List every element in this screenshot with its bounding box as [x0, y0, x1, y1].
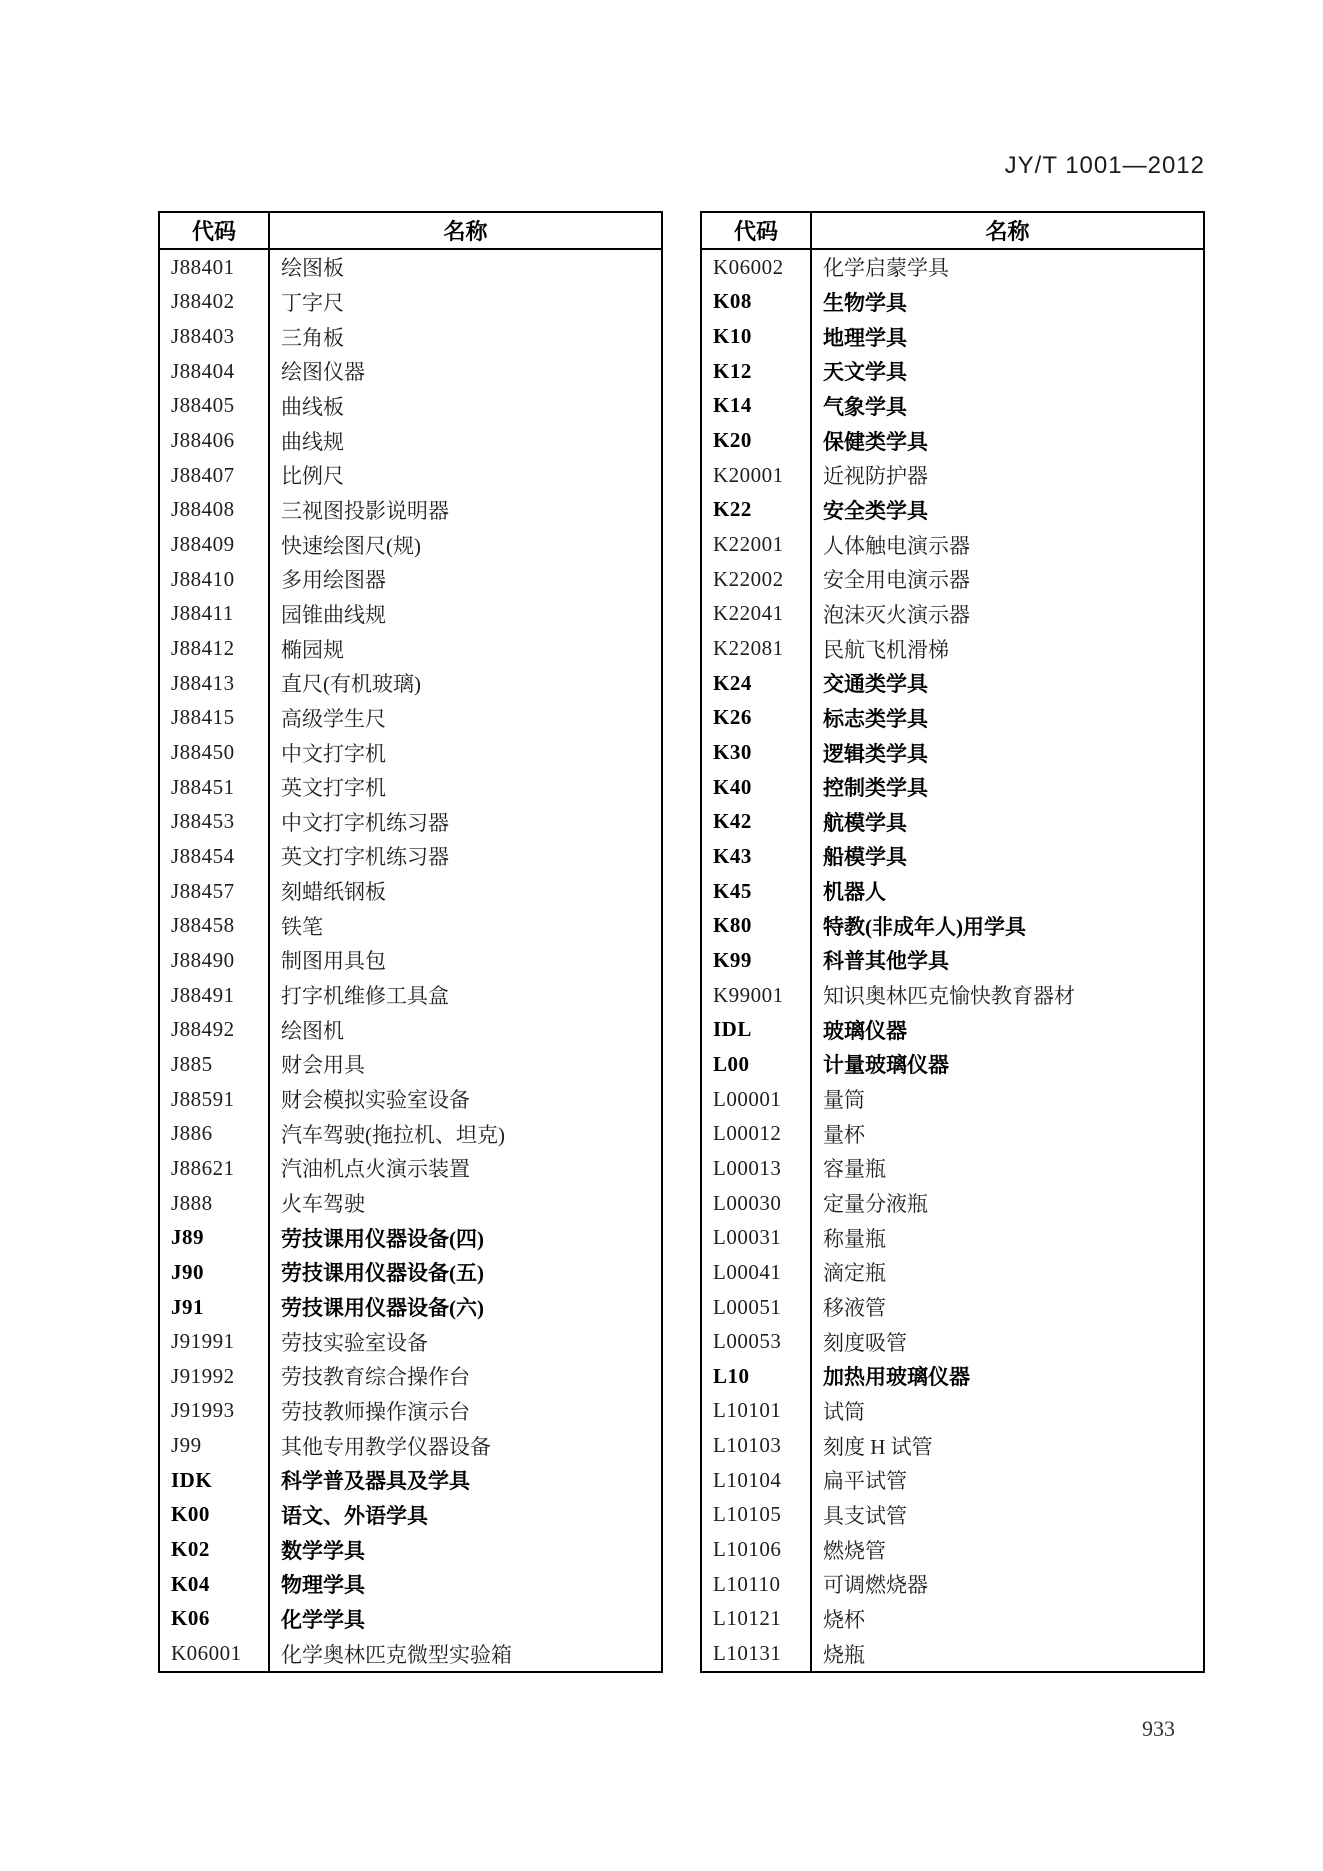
- table-row: [702, 1428, 1203, 1463]
- row-name: 刻度吸管: [823, 1330, 907, 1355]
- row-name: 可调燃烧器: [823, 1573, 928, 1598]
- table-row: [160, 1116, 661, 1151]
- table-row: [160, 285, 661, 320]
- table-row: [702, 978, 1203, 1013]
- row-name: 绘图机: [281, 1018, 344, 1043]
- row-code: L10131: [702, 1636, 812, 1671]
- table-row: [702, 1220, 1203, 1255]
- table-row: [160, 874, 661, 909]
- table-row: [702, 631, 1203, 666]
- column-header-code: 代码: [702, 213, 812, 248]
- row-code: K40: [702, 770, 812, 805]
- row-name: 打字机维修工具盒: [281, 984, 449, 1009]
- row-code: J88410: [160, 562, 270, 597]
- table-row: [702, 908, 1203, 943]
- row-name: 控制类学具: [823, 776, 928, 801]
- table-header-row: [702, 213, 1203, 250]
- table-row: [160, 389, 661, 424]
- row-code: K99001: [702, 978, 812, 1013]
- row-name: 船模学具: [823, 845, 907, 870]
- code-table-right: [700, 211, 1205, 1673]
- row-code: K20: [702, 423, 812, 458]
- table-row: [702, 1636, 1203, 1671]
- row-code: J88402: [160, 285, 270, 320]
- row-code: L00013: [702, 1151, 812, 1186]
- row-name: 绘图仪器: [281, 360, 365, 385]
- row-name: 劳技课用仪器设备(五): [281, 1261, 484, 1286]
- row-code: IDL: [702, 1012, 812, 1047]
- row-code: J88406: [160, 423, 270, 458]
- table-row: [160, 805, 661, 840]
- table-row: [702, 1290, 1203, 1325]
- row-name: 近视防护器: [823, 464, 928, 489]
- row-code: J89: [160, 1220, 270, 1255]
- table-row: [702, 1463, 1203, 1498]
- table-row: [160, 1255, 661, 1290]
- row-name: 劳技课用仪器设备(四): [281, 1226, 484, 1251]
- row-name: 语文、外语学具: [281, 1503, 428, 1528]
- row-code: K22081: [702, 631, 812, 666]
- row-code: J88413: [160, 666, 270, 701]
- row-code: K10: [702, 319, 812, 354]
- row-code: L00: [702, 1047, 812, 1082]
- row-code: J885: [160, 1047, 270, 1082]
- table-row: [160, 1220, 661, 1255]
- table-row: [702, 805, 1203, 840]
- table-row: [702, 1359, 1203, 1394]
- row-code: L10121: [702, 1602, 812, 1637]
- row-name: 劳技教师操作演示台: [281, 1399, 470, 1424]
- row-code: L00001: [702, 1082, 812, 1117]
- row-code: J91: [160, 1290, 270, 1325]
- table-row: [702, 354, 1203, 389]
- table-row: [160, 770, 661, 805]
- table-row: [160, 1082, 661, 1117]
- row-code: J88591: [160, 1082, 270, 1117]
- row-code: L10110: [702, 1567, 812, 1602]
- row-name: 机器人: [823, 880, 886, 905]
- row-code: K06: [160, 1602, 270, 1637]
- row-name: 量杯: [823, 1122, 865, 1147]
- row-name: 试筒: [823, 1399, 865, 1424]
- row-code: J88407: [160, 458, 270, 493]
- table-row: [160, 1602, 661, 1637]
- row-name: 航模学具: [823, 810, 907, 835]
- row-name: 科学普及器具及学具: [281, 1469, 470, 1494]
- row-code: J99: [160, 1428, 270, 1463]
- row-code: L00012: [702, 1116, 812, 1151]
- table-row: [702, 666, 1203, 701]
- row-code: J88411: [160, 597, 270, 632]
- row-name: 刻度 H 试管: [823, 1434, 933, 1459]
- table-row: [702, 1082, 1203, 1117]
- table-row: [160, 631, 661, 666]
- table-row: [160, 1532, 661, 1567]
- row-code: IDK: [160, 1463, 270, 1498]
- table-row: [702, 250, 1203, 285]
- table-row: [160, 319, 661, 354]
- table-row: [702, 1532, 1203, 1567]
- row-code: J88415: [160, 701, 270, 736]
- table-row: [702, 1151, 1203, 1186]
- table-row: [160, 908, 661, 943]
- table-row: [702, 735, 1203, 770]
- table-row: [702, 1567, 1203, 1602]
- row-name: 称量瓶: [823, 1226, 886, 1251]
- row-code: J91992: [160, 1359, 270, 1394]
- row-name: 多用绘图器: [281, 568, 386, 593]
- table-row: [160, 493, 661, 528]
- row-name: 保健类学具: [823, 429, 928, 454]
- table-row: [702, 943, 1203, 978]
- table-row: [702, 1047, 1203, 1082]
- row-code: J88401: [160, 250, 270, 285]
- table-row: [160, 250, 661, 285]
- table-row: [160, 1047, 661, 1082]
- row-code: K08: [702, 285, 812, 320]
- table-row: [702, 423, 1203, 458]
- table-row: [702, 1498, 1203, 1533]
- table-row: [702, 597, 1203, 632]
- table-row: [160, 1636, 661, 1671]
- table-row: [160, 1567, 661, 1602]
- row-code: K20001: [702, 458, 812, 493]
- table-row: [702, 1324, 1203, 1359]
- row-name: 泡沫灭火演示器: [823, 602, 970, 627]
- row-name: 中文打字机练习器: [281, 810, 449, 835]
- table-row: [702, 1186, 1203, 1221]
- row-name: 滴定瓶: [823, 1261, 886, 1286]
- row-code: J88450: [160, 735, 270, 770]
- row-name: 直尺(有机玻璃): [281, 672, 421, 697]
- column-header-name: 名称: [443, 219, 488, 244]
- row-name: 烧杯: [823, 1607, 865, 1632]
- table-row: [160, 1428, 661, 1463]
- table-row: [160, 527, 661, 562]
- row-code: K80: [702, 908, 812, 943]
- row-code: J91991: [160, 1324, 270, 1359]
- row-code: J88458: [160, 908, 270, 943]
- row-code: K42: [702, 805, 812, 840]
- row-name: 铁笔: [281, 914, 323, 939]
- row-name: 三视图投影说明器: [281, 498, 449, 523]
- table-row: [160, 1498, 661, 1533]
- row-code: K22: [702, 493, 812, 528]
- row-name: 气象学具: [823, 394, 907, 419]
- table-row: [702, 1255, 1203, 1290]
- row-code: J886: [160, 1116, 270, 1151]
- table-row: [702, 285, 1203, 320]
- row-code: K26: [702, 701, 812, 736]
- row-name: 生物学具: [823, 290, 907, 315]
- table-row: [702, 562, 1203, 597]
- table-row: [160, 701, 661, 736]
- row-code: K04: [160, 1567, 270, 1602]
- row-code: K14: [702, 389, 812, 424]
- row-name: 扁平试管: [823, 1469, 907, 1494]
- row-name: 物理学具: [281, 1573, 365, 1598]
- document-number: JY/T 1001—2012: [1004, 152, 1205, 179]
- table-row: [702, 1602, 1203, 1637]
- table-row: [160, 839, 661, 874]
- row-code: J888: [160, 1186, 270, 1221]
- row-name: 丁字尺: [281, 290, 344, 315]
- row-name: 火车驾驶: [281, 1192, 365, 1217]
- table-row: [702, 874, 1203, 909]
- row-code: K99: [702, 943, 812, 978]
- row-name: 安全用电演示器: [823, 568, 970, 593]
- row-code: K06002: [702, 250, 812, 285]
- row-code: K45: [702, 874, 812, 909]
- row-name: 天文学具: [823, 360, 907, 385]
- row-name: 燃烧管: [823, 1538, 886, 1563]
- table-row: [160, 458, 661, 493]
- row-code: K22002: [702, 562, 812, 597]
- table-row: [160, 943, 661, 978]
- row-name: 知识奥林匹克愉快教育器材: [823, 984, 1075, 1009]
- row-code: J88404: [160, 354, 270, 389]
- table-row: [160, 354, 661, 389]
- row-code: K00: [160, 1498, 270, 1533]
- row-name: 快速绘图尺(规): [281, 533, 421, 558]
- row-name: 量筒: [823, 1088, 865, 1113]
- table-row: [160, 562, 661, 597]
- table-row: [702, 1116, 1203, 1151]
- table-row: [160, 666, 661, 701]
- row-name: 化学启蒙学具: [823, 256, 949, 281]
- row-code: L10106: [702, 1532, 812, 1567]
- row-code: K22041: [702, 597, 812, 632]
- row-code: L00053: [702, 1324, 812, 1359]
- row-name: 人体触电演示器: [823, 533, 970, 558]
- row-name: 其他专用教学仪器设备: [281, 1434, 491, 1459]
- row-name: 椭园规: [281, 637, 344, 662]
- table-row: [160, 1359, 661, 1394]
- row-name: 玻璃仪器: [823, 1018, 907, 1043]
- row-code: L10103: [702, 1428, 812, 1463]
- row-name: 交通类学具: [823, 672, 928, 697]
- row-code: J88403: [160, 319, 270, 354]
- row-code: J88492: [160, 1012, 270, 1047]
- row-code: L10104: [702, 1463, 812, 1498]
- row-name: 安全类学具: [823, 498, 928, 523]
- row-code: L00041: [702, 1255, 812, 1290]
- row-code: K43: [702, 839, 812, 874]
- row-name: 逻辑类学具: [823, 741, 928, 766]
- row-name: 比例尺: [281, 464, 344, 489]
- table-row: [702, 839, 1203, 874]
- row-name: 三角板: [281, 325, 344, 350]
- row-name: 劳技课用仪器设备(六): [281, 1296, 484, 1321]
- row-code: J88409: [160, 527, 270, 562]
- row-name: 移液管: [823, 1296, 886, 1321]
- row-code: J88621: [160, 1151, 270, 1186]
- row-code: K22001: [702, 527, 812, 562]
- row-code: J88453: [160, 805, 270, 840]
- row-name: 汽车驾驶(拖拉机、坦克): [281, 1122, 505, 1147]
- row-name: 特教(非成年人)用学具: [823, 914, 1026, 939]
- row-name: 民航飞机滑梯: [823, 637, 949, 662]
- table-row: [160, 1290, 661, 1325]
- row-code: J88457: [160, 874, 270, 909]
- table-body: [702, 250, 1203, 1671]
- table-row: [702, 1012, 1203, 1047]
- row-name: 高级学生尺: [281, 706, 386, 731]
- column-header-name: 名称: [985, 219, 1030, 244]
- row-name: 劳技实验室设备: [281, 1330, 428, 1355]
- table-row: [160, 1394, 661, 1429]
- row-code: J88454: [160, 839, 270, 874]
- row-name: 数学学具: [281, 1538, 365, 1563]
- table-row: [160, 597, 661, 632]
- table-row: [160, 1463, 661, 1498]
- table-row: [702, 458, 1203, 493]
- row-name: 标志类学具: [823, 706, 928, 731]
- row-name: 曲线板: [281, 394, 344, 419]
- row-name: 计量玻璃仪器: [823, 1053, 949, 1078]
- row-name: 财会模拟实验室设备: [281, 1088, 470, 1113]
- row-name: 绘图板: [281, 256, 344, 281]
- table-header-row: [160, 213, 661, 250]
- row-code: L00031: [702, 1220, 812, 1255]
- table-row: [160, 978, 661, 1013]
- row-name: 英文打字机: [281, 776, 386, 801]
- page-number: 933: [1142, 1716, 1175, 1741]
- row-code: K02: [160, 1532, 270, 1567]
- table-row: [160, 1012, 661, 1047]
- column-header-code: 代码: [160, 213, 270, 248]
- row-code: K12: [702, 354, 812, 389]
- row-name: 曲线规: [281, 429, 344, 454]
- row-code: J88412: [160, 631, 270, 666]
- row-code: K06001: [160, 1636, 270, 1671]
- row-code: L00051: [702, 1290, 812, 1325]
- row-name: 劳技教育综合操作台: [281, 1365, 470, 1390]
- row-name: 地理学具: [823, 325, 907, 350]
- table-row: [160, 1324, 661, 1359]
- row-code: J88408: [160, 493, 270, 528]
- row-name: 化学学具: [281, 1607, 365, 1632]
- table-row: [160, 423, 661, 458]
- row-name: 汽油机点火演示装置: [281, 1157, 470, 1182]
- row-name: 中文打字机: [281, 741, 386, 766]
- row-name: 园锥曲线规: [281, 602, 386, 627]
- row-code: J90: [160, 1255, 270, 1290]
- row-code: L10105: [702, 1498, 812, 1533]
- table-row: [702, 493, 1203, 528]
- row-code: L10101: [702, 1394, 812, 1429]
- row-code: J88451: [160, 770, 270, 805]
- table-row: [160, 1151, 661, 1186]
- row-name: 定量分液瓶: [823, 1192, 928, 1217]
- row-code: J88490: [160, 943, 270, 978]
- code-table-left: [158, 211, 663, 1673]
- row-name: 英文打字机练习器: [281, 845, 449, 870]
- row-name: 刻蜡纸钢板: [281, 880, 386, 905]
- row-name: 容量瓶: [823, 1157, 886, 1182]
- table-body: [160, 250, 661, 1671]
- table-row: [702, 701, 1203, 736]
- row-name: 烧瓶: [823, 1642, 865, 1667]
- row-name: 具支试管: [823, 1503, 907, 1528]
- row-code: K24: [702, 666, 812, 701]
- row-name: 科普其他学具: [823, 949, 949, 974]
- row-name: 制图用具包: [281, 949, 386, 974]
- row-name: 财会用具: [281, 1053, 365, 1078]
- table-row: [702, 1394, 1203, 1429]
- table-row: [702, 389, 1203, 424]
- row-code: J88491: [160, 978, 270, 1013]
- row-code: J91993: [160, 1394, 270, 1429]
- table-row: [702, 527, 1203, 562]
- row-name: 加热用玻璃仪器: [823, 1365, 970, 1390]
- row-code: J88405: [160, 389, 270, 424]
- table-row: [160, 735, 661, 770]
- row-code: L00030: [702, 1186, 812, 1221]
- table-row: [160, 1186, 661, 1221]
- row-code: L10: [702, 1359, 812, 1394]
- table-row: [702, 319, 1203, 354]
- row-code: K30: [702, 735, 812, 770]
- row-name: 化学奥林匹克微型实验箱: [281, 1642, 512, 1667]
- table-row: [702, 770, 1203, 805]
